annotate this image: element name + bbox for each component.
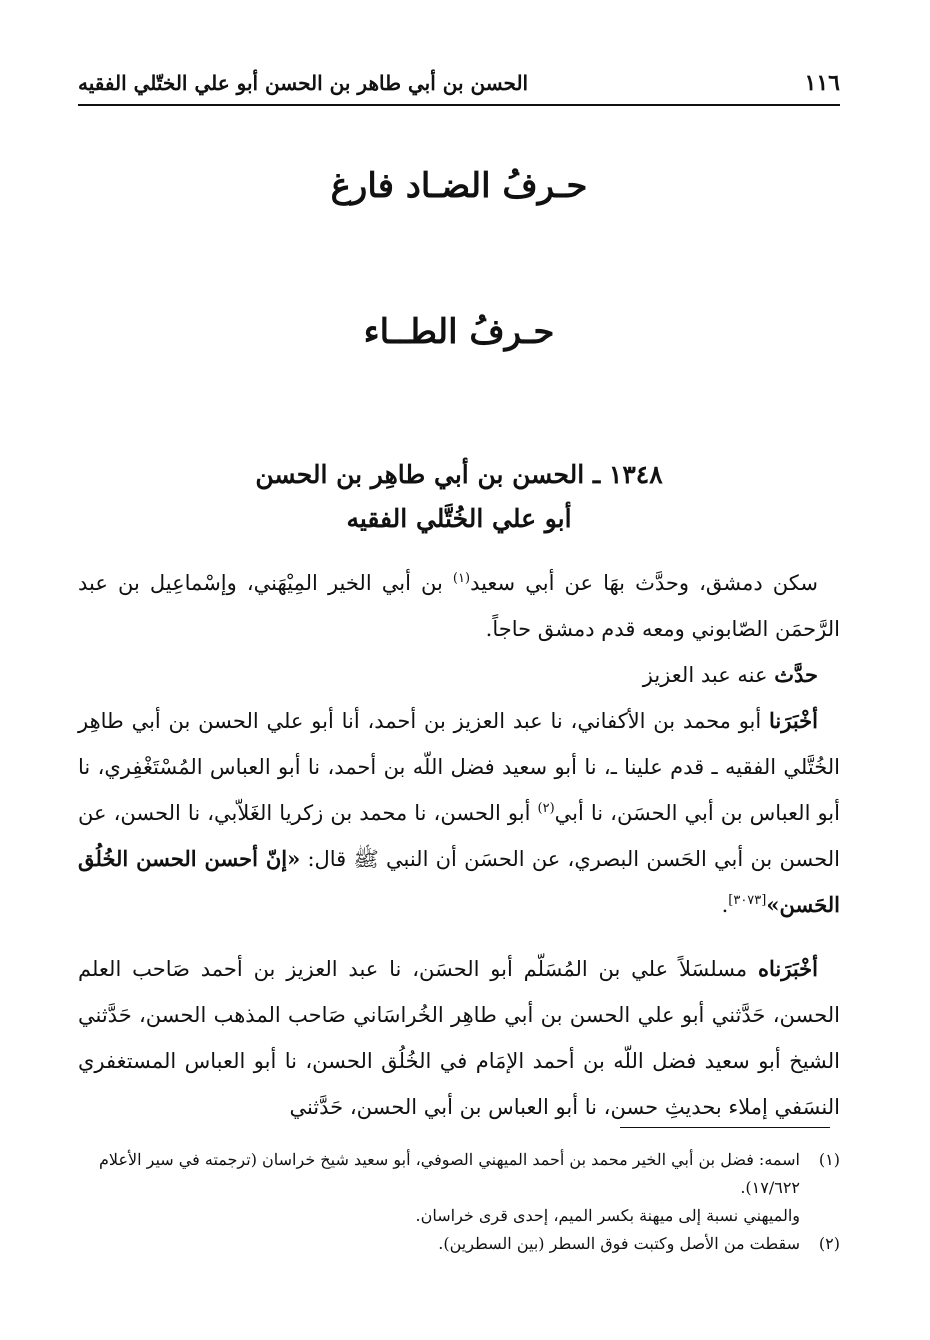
paragraph-3 [78,698,840,928]
entry-title-line1: ١٣٤٨ ـ الحسن بن أبي طاهِر بن الحسن [255,460,663,489]
body-text [78,560,840,1130]
footnote-2 [78,1230,840,1258]
hadith-quote: «إنّ أحسن الحسن الخُلُق الحَسن» [78,846,840,917]
footnote-1-mark: (١) [818,1150,840,1169]
footnote-2-mark: (٢) [818,1234,840,1253]
paragraph-4 [78,946,840,1130]
p3-keyword: أخْبَرَنا [769,708,818,733]
section-heading-ta: حـرفُ الطــاء [363,312,555,352]
p2-keyword: حدَّث [774,662,818,687]
footnote-ref-2: (٢) [537,801,555,816]
header-rule [78,104,840,106]
footnote-1 [78,1146,840,1202]
page-number: ١١٦ [804,70,840,96]
p4-text: مسلسَلاً علي بن المُسَلّم أبو الحسَن، نا عبد العزيز بن أحمد صَاحب العلم الحسن، حَدَّثني أبو علي الحسن بن أبي طاهِر الخُراسَاني صَاحب المذهب الحسن، حَدَّثني الشيخ أبو سعيد فضل اللّه بن أحمد الإمَام في الخُلُق الحسن، نا أبو العباس المستغفري النسَفي إملاء بحديثِ حسن، نا أبو العباس بن أبي الحسن، حَدَّثني [78,957,840,1119]
running-header [78,66,840,100]
footnote-rule [620,1127,830,1128]
p3-text-a: أبو محمد بن الأكفاني، نا عبد العزيز بن أحمد، أنا أبو علي الحسن بن أبي طاهِر الخُتَّلي الفقيه ـ قدم علينا ـ، نا أبو سعيد فضل اللّه بن أحمد، نا أبو العباس المُسْتَغْفِري، نا أبو العباس بن أبي الحسَن، نا أبي [78,709,840,825]
hadith-reference: [٣٠٧٣] [728,893,767,908]
section-heading-dad: حـرفُ الضـاد فارغ [330,166,588,206]
p3-text-b: أبو الحسن، نا محمد بن زكريا الغَلاّبي، نا الحسن، عن الحسن بن أبي الحَسن البصري، عن الحسَن أن النبي ﷺ قال: [78,801,840,871]
p2-text: عنه عبد العزيز [642,663,775,687]
p4-keyword: أخْبَرَناه [758,956,818,981]
footnote-1-continuation: والميهني نسبة إلى ميهنة بكسر الميم، إحدى قرى خراسان. [415,1206,800,1225]
paragraph-2 [78,652,840,698]
footnote-2-text: سقطت من الأصل وكتبت فوق السطر (بين السطرين). [438,1234,800,1253]
p1-text-a: سكن دمشق، وحدَّث بهَا عن أبي سعيد [470,571,818,595]
footnote-ref-1: (١) [452,571,471,586]
footnotes [78,1146,840,1258]
p3-period: . [721,893,729,917]
p1-text-b: بن أبي الخير المِيْهَني، وإسْماعِيل بن عبد الرَّحمَن الصّابوني ومعه قدم دمشق حاجاً. [78,571,840,641]
running-title: الحسن بن أبي طاهر بن الحسن أبو علي الختّلي الفقيه [78,71,529,95]
paragraph-1 [78,560,840,652]
footnote-1-text: اسمه: فضل بن أبي الخير محمد بن أحمد الميهني الصوفي، أبو سعيد شيخ خراسان (ترجمته في سير الأعلام ١٧/٦٢٢). [98,1150,800,1197]
entry-title-line2: أبو علي الخُتَّلي الفقيه [346,504,572,533]
